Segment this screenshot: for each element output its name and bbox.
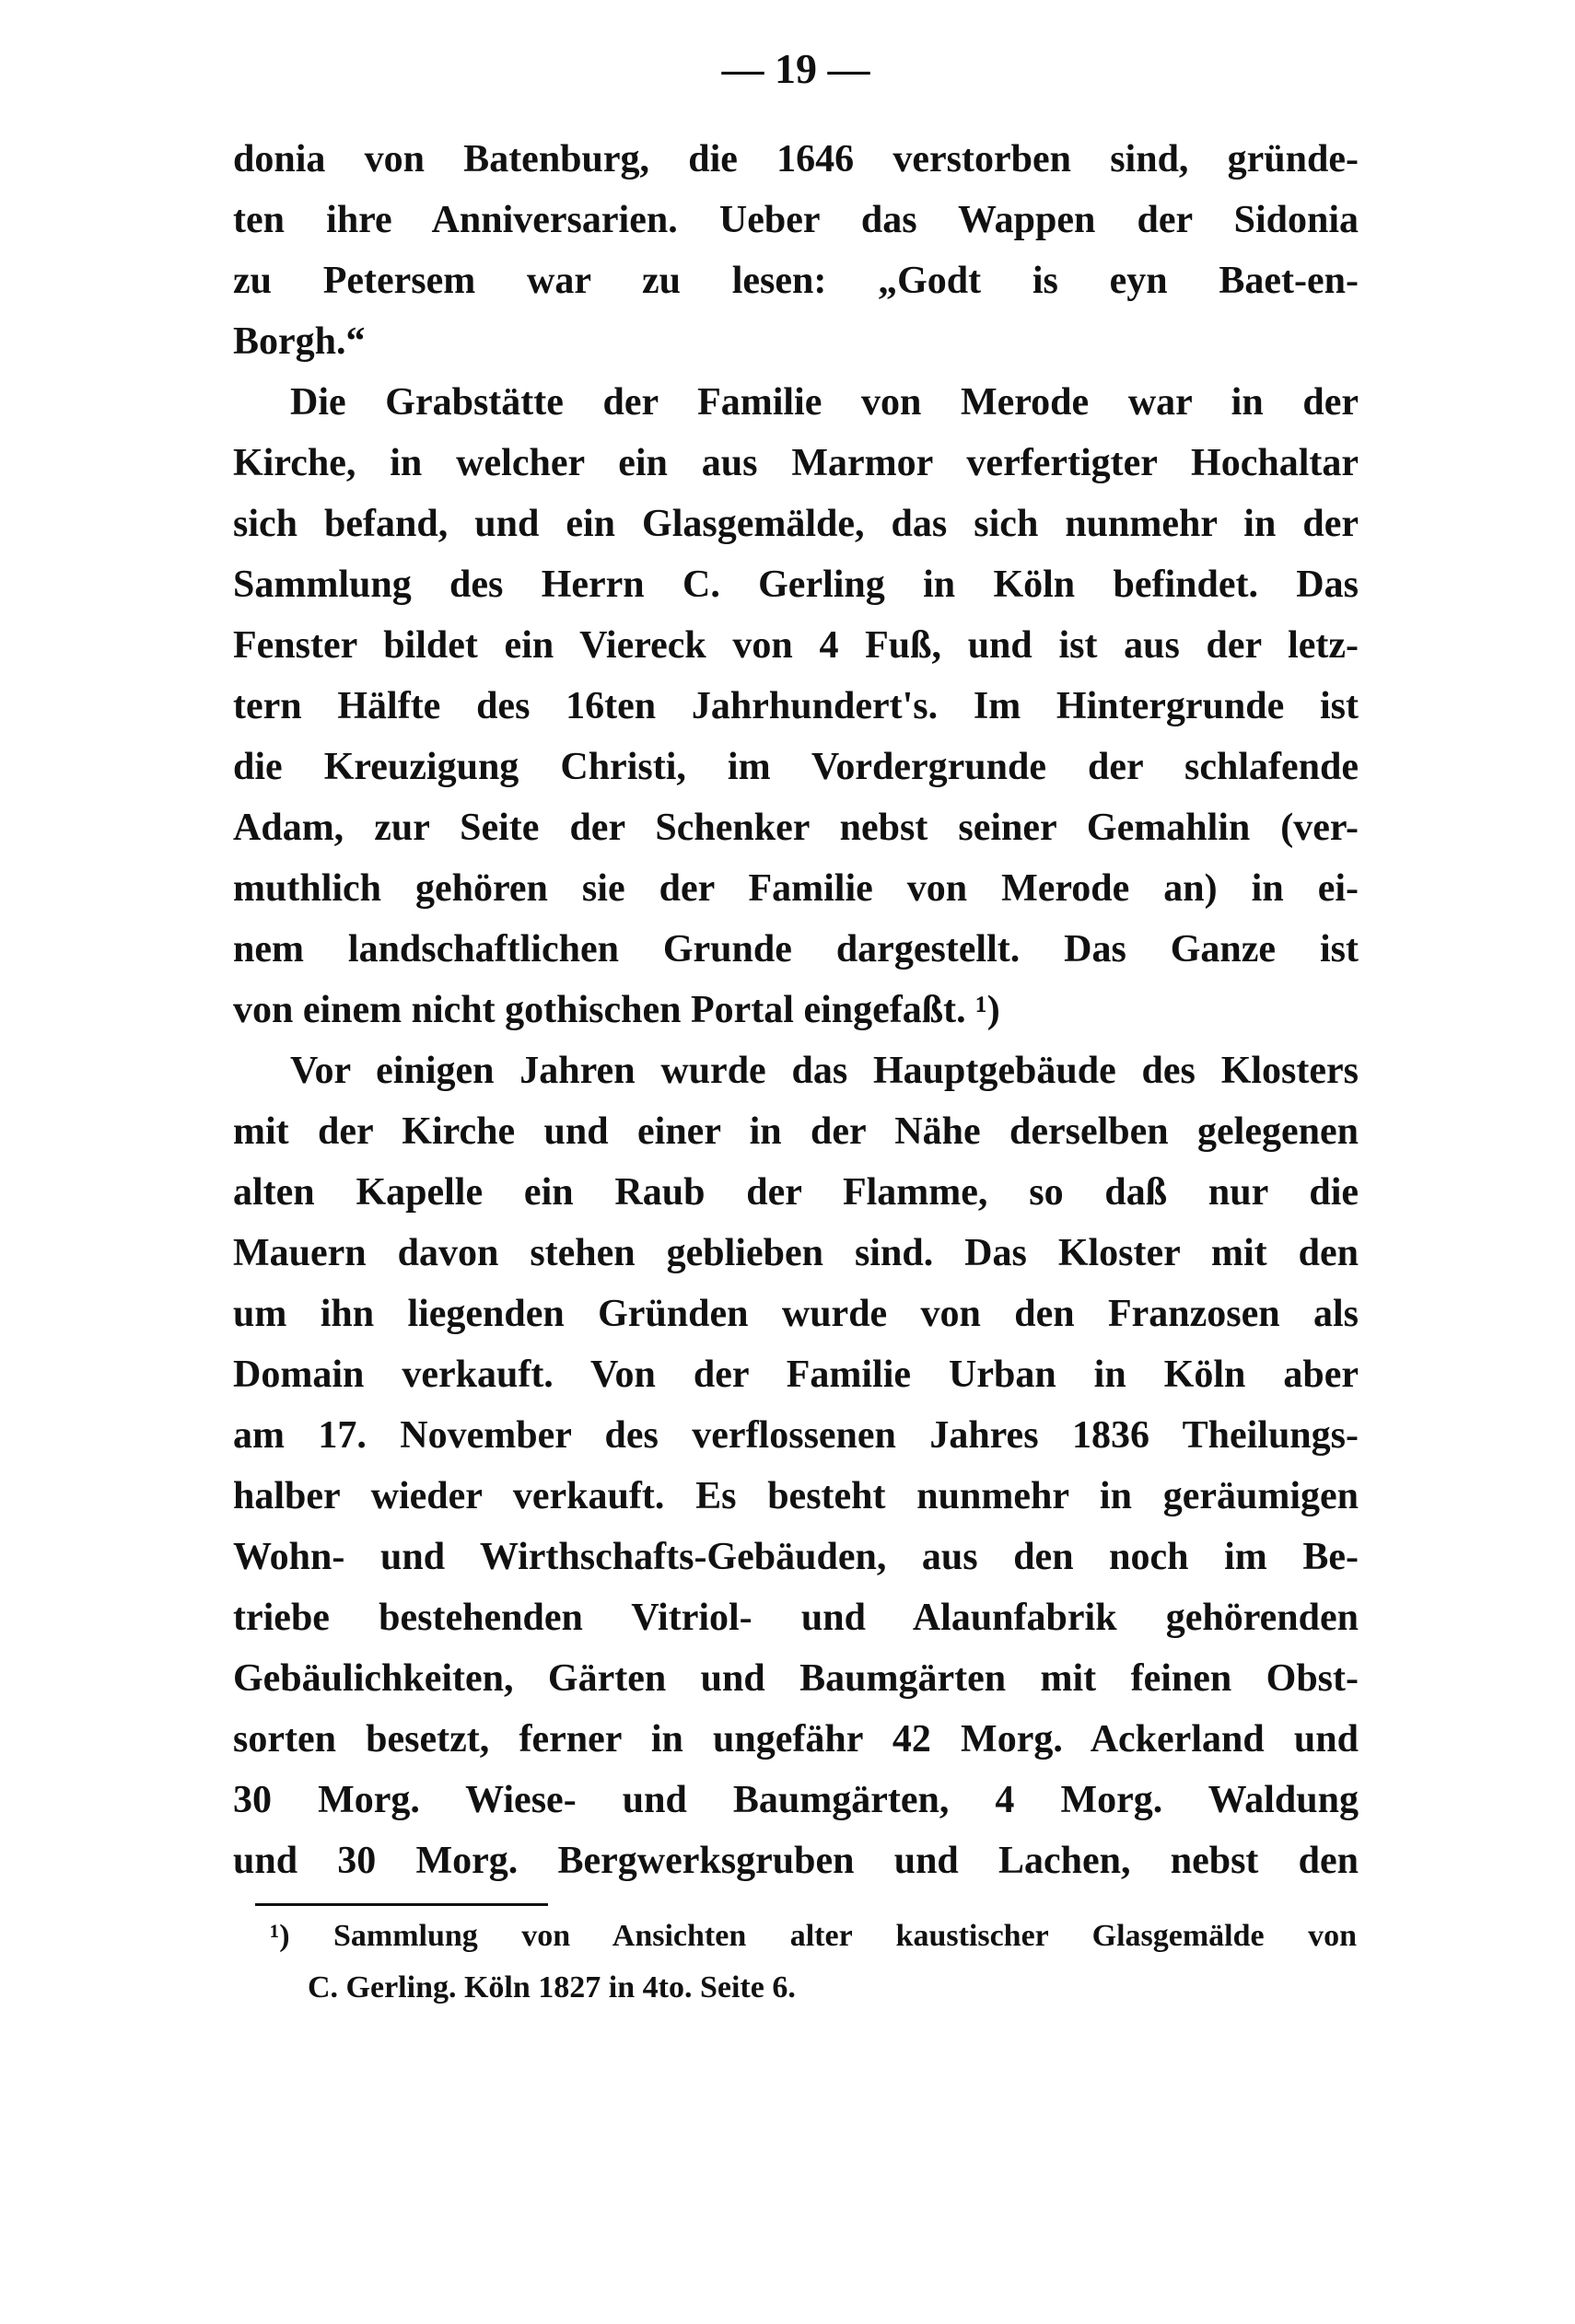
text-line: halber wieder verkauft. Es besteht nunmehr in geräumigen [233,1475,1359,1517]
text-line: nem landschaftlichen Grunde dargestellt. Das Ganze ist [233,928,1359,970]
text-line: die Kreuzigung Christi, im Vordergrunde der schlafende [233,746,1359,788]
text-line: Adam, zur Seite der Schenker nebst seiner Gemahlin (ver- [233,807,1359,849]
paragraph-start-line: Die Grabstätte der Familie von Merode war in der [290,381,1359,424]
text-line: Sammlung des Herrn C. Gerling in Köln befindet. Das [233,564,1359,606]
text-line: Gebäulichkeiten, Gärten und Baumgärten mit feinen Obst- [233,1657,1359,1700]
text-line: sorten besetzt, ferner in ungefähr 42 Morg. Ackerland und [233,1718,1359,1760]
text-line: Mauern davon stehen geblieben sind. Das Kloster mit den [233,1232,1359,1274]
text-line: Kirche, in welcher ein aus Marmor verfertigter Hochaltar [233,442,1359,484]
text-line: Domain verkauft. Von der Familie Urban in Köln aber [233,1354,1359,1396]
text-line: muthlich gehören sie der Familie von Merode an) in ei- [233,867,1359,910]
text-line: sich befand, und ein Glasgemälde, das sich nunmehr in der [233,503,1359,545]
footnote-line-1: ¹) Sammlung von Ansichten alter kaustischer Glasgemälde von [270,1919,1357,1953]
page-number: — 19 — [721,45,870,92]
text-line: 30 Morg. Wiese- und Baumgärten, 4 Morg. Waldung [233,1779,1359,1821]
text-line: zu Petersem war zu lesen: „Godt is eyn Baet-en- [233,260,1359,302]
text-line: tern Hälfte des 16ten Jahrhundert's. Im Hintergrunde ist [233,685,1359,727]
footnote-line-2: C. Gerling. Köln 1827 in 4to. Seite 6. [308,1970,796,2004]
text-line: ten ihre Anniversarien. Ueber das Wappen der Sidonia [233,199,1359,241]
text-line: am 17. November des verflossenen Jahres 1836 Theilungs- [233,1414,1359,1457]
text-line: alten Kapelle ein Raub der Flamme, so daß nur die [233,1171,1359,1214]
text-line: und 30 Morg. Bergwerksgruben und Lachen, nebst den [233,1840,1359,1882]
text-line: um ihn liegenden Gründen wurde von den Franzosen als [233,1293,1359,1335]
text-line: Fenster bildet ein Viereck von 4 Fuß, und ist aus der letz- [233,624,1359,667]
text-line: Borgh.“ [233,320,366,363]
paragraph-start-line: Vor einigen Jahren wurde das Hauptgebäude des Klosters [290,1050,1359,1092]
footnote-divider [255,1903,548,1906]
text-line: mit der Kirche und einer in der Nähe derselben gelegenen [233,1110,1359,1153]
text-line: triebe bestehenden Vitriol- und Alaunfabrik gehörenden [233,1597,1359,1639]
text-line: donia von Batenburg, die 1646 verstorben sind, gründe- [233,138,1359,180]
body-text [233,129,1359,1891]
text-line: von einem nicht gothischen Portal eingefaßt. ¹) [233,989,1000,1031]
text-line: Wohn- und Wirthschafts-Gebäuden, aus den noch im Be- [233,1536,1359,1578]
